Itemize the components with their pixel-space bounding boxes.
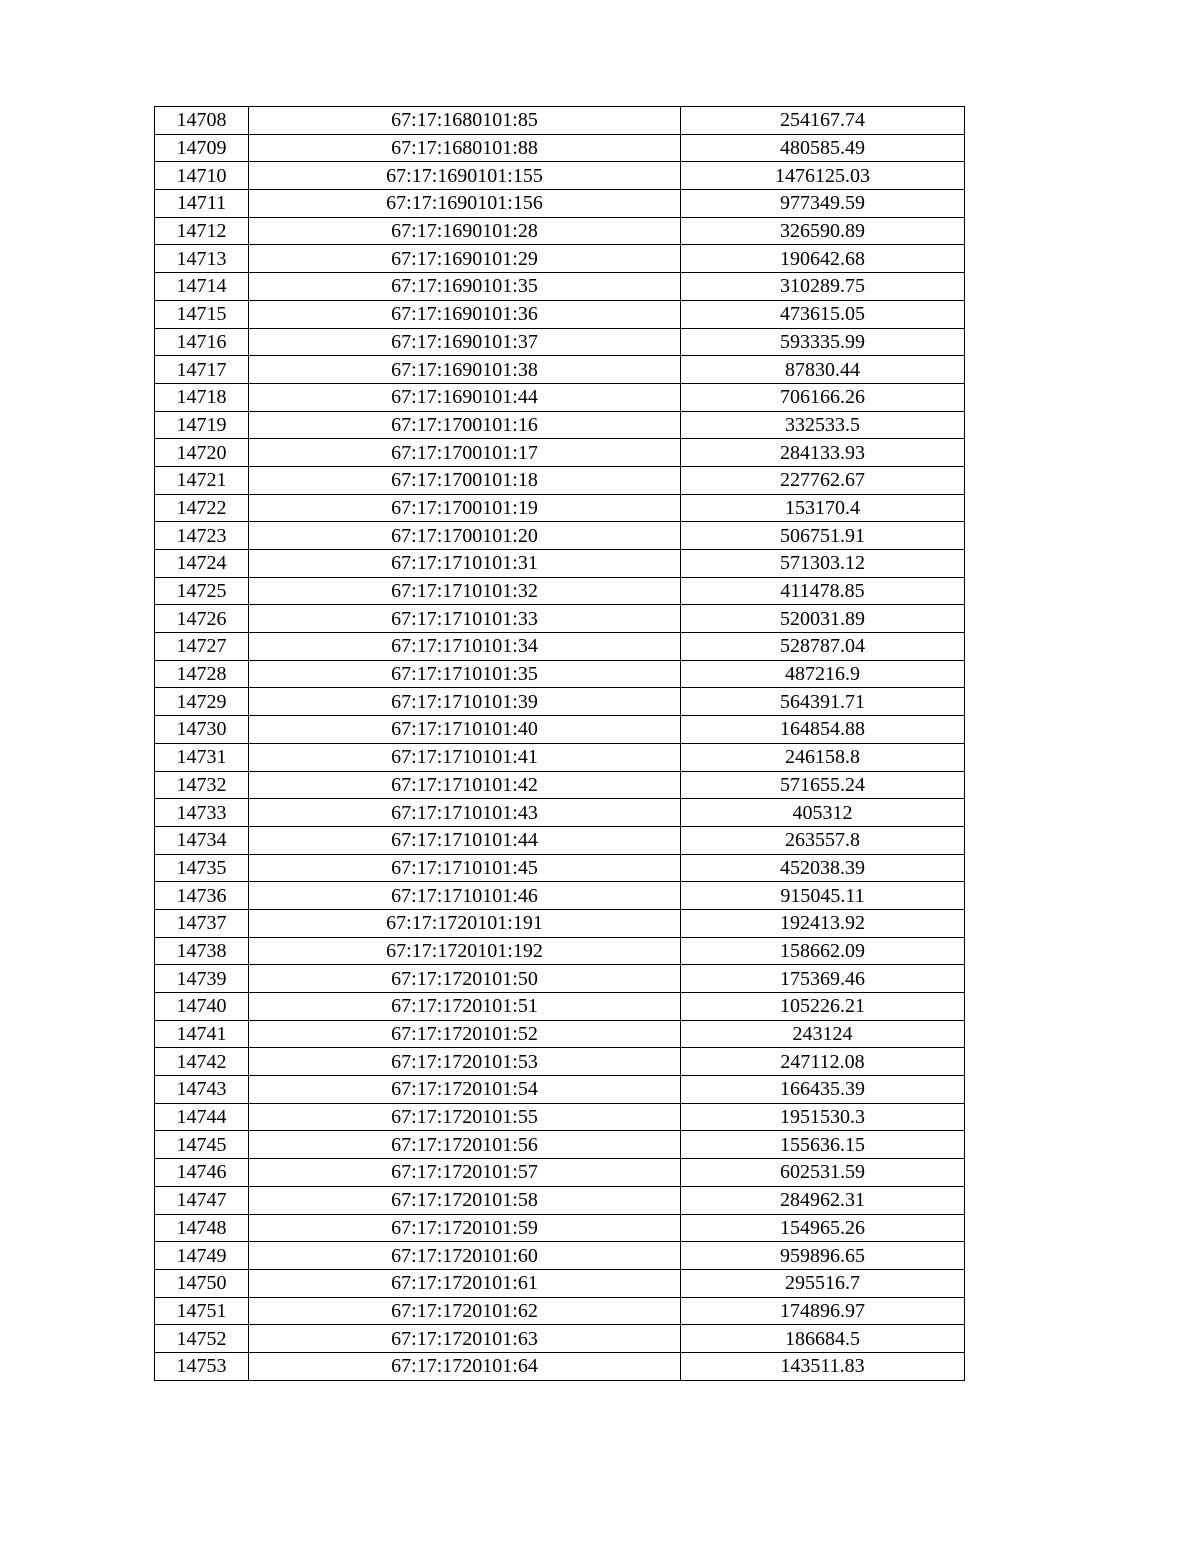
value-cell: 284962.31 (681, 1186, 965, 1214)
table-row (155, 217, 965, 245)
cadastral-number-cell: 67:17:1710101:32 (249, 577, 681, 605)
table-row (155, 134, 965, 162)
cadastral-number-cell: 67:17:1720101:59 (249, 1214, 681, 1242)
row-number-cell: 14741 (155, 1020, 249, 1048)
row-number-cell: 14739 (155, 965, 249, 993)
cadastral-number-cell: 67:17:1720101:64 (249, 1352, 681, 1380)
table-row (155, 771, 965, 799)
table-body (155, 107, 965, 1381)
row-number-cell: 14713 (155, 245, 249, 273)
cadastral-number-cell: 67:17:1690101:156 (249, 190, 681, 218)
cadastral-number-cell: 67:17:1690101:29 (249, 245, 681, 273)
cadastral-number-cell: 67:17:1680101:88 (249, 134, 681, 162)
value-cell: 452038.39 (681, 854, 965, 882)
cadastral-number-cell: 67:17:1720101:53 (249, 1048, 681, 1076)
value-cell: 246158.8 (681, 743, 965, 771)
table-row (155, 494, 965, 522)
row-number-cell: 14712 (155, 217, 249, 245)
cadastral-number-cell: 67:17:1710101:34 (249, 633, 681, 661)
value-cell: 263557.8 (681, 826, 965, 854)
row-number-cell: 14718 (155, 383, 249, 411)
row-number-cell: 14748 (155, 1214, 249, 1242)
cadastral-number-cell: 67:17:1710101:41 (249, 743, 681, 771)
value-cell: 706166.26 (681, 383, 965, 411)
cadastral-number-cell: 67:17:1720101:56 (249, 1131, 681, 1159)
row-number-cell: 14724 (155, 550, 249, 578)
cadastral-number-cell: 67:17:1720101:55 (249, 1103, 681, 1131)
value-cell: 411478.85 (681, 577, 965, 605)
table-row (155, 1103, 965, 1131)
row-number-cell: 14736 (155, 882, 249, 910)
table-row (155, 1325, 965, 1353)
table-row (155, 1076, 965, 1104)
row-number-cell: 14731 (155, 743, 249, 771)
row-number-cell: 14727 (155, 633, 249, 661)
cadastral-number-cell: 67:17:1690101:35 (249, 273, 681, 301)
cadastral-number-cell: 67:17:1720101:52 (249, 1020, 681, 1048)
row-number-cell: 14752 (155, 1325, 249, 1353)
cadastral-number-cell: 67:17:1690101:37 (249, 328, 681, 356)
table-row (155, 660, 965, 688)
cadastral-number-cell: 67:17:1710101:40 (249, 716, 681, 744)
cadastral-number-cell: 67:17:1720101:191 (249, 909, 681, 937)
value-cell: 1476125.03 (681, 162, 965, 190)
cadastral-number-cell: 67:17:1690101:44 (249, 383, 681, 411)
row-number-cell: 14726 (155, 605, 249, 633)
cadastral-number-cell: 67:17:1720101:50 (249, 965, 681, 993)
table-row (155, 1242, 965, 1270)
row-number-cell: 14745 (155, 1131, 249, 1159)
table-row (155, 1352, 965, 1380)
row-number-cell: 14720 (155, 439, 249, 467)
table-row (155, 826, 965, 854)
value-cell: 602531.59 (681, 1159, 965, 1187)
value-cell: 174896.97 (681, 1297, 965, 1325)
cadastral-number-cell: 67:17:1690101:38 (249, 356, 681, 384)
table-row (155, 300, 965, 328)
table-row (155, 273, 965, 301)
row-number-cell: 14711 (155, 190, 249, 218)
table-row (155, 605, 965, 633)
table-row (155, 577, 965, 605)
cadastral-number-cell: 67:17:1710101:45 (249, 854, 681, 882)
table-row (155, 1020, 965, 1048)
value-cell: 326590.89 (681, 217, 965, 245)
value-cell: 154965.26 (681, 1214, 965, 1242)
cadastral-number-cell: 67:17:1720101:61 (249, 1269, 681, 1297)
row-number-cell: 14750 (155, 1269, 249, 1297)
value-cell: 1951530.3 (681, 1103, 965, 1131)
cadastral-number-cell: 67:17:1710101:43 (249, 799, 681, 827)
row-number-cell: 14716 (155, 328, 249, 356)
value-cell: 332533.5 (681, 411, 965, 439)
value-cell: 564391.71 (681, 688, 965, 716)
table-row (155, 522, 965, 550)
cadastral-number-cell: 67:17:1710101:44 (249, 826, 681, 854)
table-row (155, 466, 965, 494)
row-number-cell: 14719 (155, 411, 249, 439)
cadastral-number-cell: 67:17:1710101:35 (249, 660, 681, 688)
table-row (155, 245, 965, 273)
row-number-cell: 14729 (155, 688, 249, 716)
value-cell: 571303.12 (681, 550, 965, 578)
value-cell: 175369.46 (681, 965, 965, 993)
cadastral-number-cell: 67:17:1710101:39 (249, 688, 681, 716)
value-cell: 473615.05 (681, 300, 965, 328)
value-cell: 310289.75 (681, 273, 965, 301)
value-cell: 164854.88 (681, 716, 965, 744)
row-number-cell: 14746 (155, 1159, 249, 1187)
cadastral-number-cell: 67:17:1720101:57 (249, 1159, 681, 1187)
table-row (155, 550, 965, 578)
value-cell: 915045.11 (681, 882, 965, 910)
table-row (155, 993, 965, 1021)
value-cell: 480585.49 (681, 134, 965, 162)
row-number-cell: 14723 (155, 522, 249, 550)
row-number-cell: 14753 (155, 1352, 249, 1380)
value-cell: 254167.74 (681, 107, 965, 135)
cadastral-number-cell: 67:17:1690101:155 (249, 162, 681, 190)
value-cell: 153170.4 (681, 494, 965, 522)
value-cell: 487216.9 (681, 660, 965, 688)
row-number-cell: 14737 (155, 909, 249, 937)
table-row (155, 1131, 965, 1159)
cadastral-number-cell: 67:17:1720101:51 (249, 993, 681, 1021)
value-cell: 520031.89 (681, 605, 965, 633)
row-number-cell: 14708 (155, 107, 249, 135)
table-row (155, 162, 965, 190)
table-row (155, 909, 965, 937)
table-row (155, 1269, 965, 1297)
row-number-cell: 14747 (155, 1186, 249, 1214)
row-number-cell: 14744 (155, 1103, 249, 1131)
row-number-cell: 14742 (155, 1048, 249, 1076)
value-cell: 243124 (681, 1020, 965, 1048)
row-number-cell: 14738 (155, 937, 249, 965)
cadastral-number-cell: 67:17:1720101:192 (249, 937, 681, 965)
row-number-cell: 14751 (155, 1297, 249, 1325)
table-row (155, 799, 965, 827)
value-cell: 158662.09 (681, 937, 965, 965)
cadastral-number-cell: 67:17:1700101:19 (249, 494, 681, 522)
cadastral-number-cell: 67:17:1700101:17 (249, 439, 681, 467)
cadastral-number-cell: 67:17:1690101:36 (249, 300, 681, 328)
table-row (155, 633, 965, 661)
row-number-cell: 14709 (155, 134, 249, 162)
row-number-cell: 14728 (155, 660, 249, 688)
table-row (155, 854, 965, 882)
table-row (155, 383, 965, 411)
row-number-cell: 14733 (155, 799, 249, 827)
row-number-cell: 14743 (155, 1076, 249, 1104)
value-cell: 959896.65 (681, 1242, 965, 1270)
row-number-cell: 14715 (155, 300, 249, 328)
cadastral-number-cell: 67:17:1720101:54 (249, 1076, 681, 1104)
table-row (155, 1297, 965, 1325)
table-row (155, 411, 965, 439)
value-cell: 87830.44 (681, 356, 965, 384)
table-row (155, 356, 965, 384)
table-row (155, 1214, 965, 1242)
table-row (155, 937, 965, 965)
cadastral-number-cell: 67:17:1700101:16 (249, 411, 681, 439)
value-cell: 192413.92 (681, 909, 965, 937)
value-cell: 105226.21 (681, 993, 965, 1021)
cadastral-number-cell: 67:17:1720101:58 (249, 1186, 681, 1214)
cadastral-number-cell: 67:17:1720101:62 (249, 1297, 681, 1325)
table-row (155, 1186, 965, 1214)
row-number-cell: 14730 (155, 716, 249, 744)
value-cell: 284133.93 (681, 439, 965, 467)
value-cell: 155636.15 (681, 1131, 965, 1159)
cadastral-number-cell: 67:17:1710101:33 (249, 605, 681, 633)
row-number-cell: 14740 (155, 993, 249, 1021)
cadastral-number-cell: 67:17:1710101:31 (249, 550, 681, 578)
value-cell: 166435.39 (681, 1076, 965, 1104)
row-number-cell: 14725 (155, 577, 249, 605)
table-row (155, 439, 965, 467)
value-cell: 528787.04 (681, 633, 965, 661)
row-number-cell: 14714 (155, 273, 249, 301)
value-cell: 571655.24 (681, 771, 965, 799)
row-number-cell: 14717 (155, 356, 249, 384)
value-cell: 295516.7 (681, 1269, 965, 1297)
row-number-cell: 14721 (155, 466, 249, 494)
row-number-cell: 14732 (155, 771, 249, 799)
value-cell: 506751.91 (681, 522, 965, 550)
value-cell: 186684.5 (681, 1325, 965, 1353)
cadastral-number-cell: 67:17:1690101:28 (249, 217, 681, 245)
value-cell: 227762.67 (681, 466, 965, 494)
table-row (155, 743, 965, 771)
row-number-cell: 14710 (155, 162, 249, 190)
table-row (155, 882, 965, 910)
table-row (155, 328, 965, 356)
table-row (155, 688, 965, 716)
table-row (155, 965, 965, 993)
cadastral-number-cell: 67:17:1700101:20 (249, 522, 681, 550)
table-row (155, 107, 965, 135)
cadastral-number-cell: 67:17:1700101:18 (249, 466, 681, 494)
cadastral-number-cell: 67:17:1720101:63 (249, 1325, 681, 1353)
table-row (155, 1159, 965, 1187)
value-cell: 593335.99 (681, 328, 965, 356)
row-number-cell: 14749 (155, 1242, 249, 1270)
cadastral-number-cell: 67:17:1710101:42 (249, 771, 681, 799)
row-number-cell: 14735 (155, 854, 249, 882)
row-number-cell: 14734 (155, 826, 249, 854)
value-cell: 143511.83 (681, 1352, 965, 1380)
cadastral-number-cell: 67:17:1680101:85 (249, 107, 681, 135)
row-number-cell: 14722 (155, 494, 249, 522)
cadastral-number-cell: 67:17:1720101:60 (249, 1242, 681, 1270)
value-cell: 247112.08 (681, 1048, 965, 1076)
table-row (155, 716, 965, 744)
value-cell: 405312 (681, 799, 965, 827)
table-row (155, 190, 965, 218)
cadastral-number-cell: 67:17:1710101:46 (249, 882, 681, 910)
data-table (154, 106, 965, 1381)
value-cell: 190642.68 (681, 245, 965, 273)
table-row (155, 1048, 965, 1076)
value-cell: 977349.59 (681, 190, 965, 218)
